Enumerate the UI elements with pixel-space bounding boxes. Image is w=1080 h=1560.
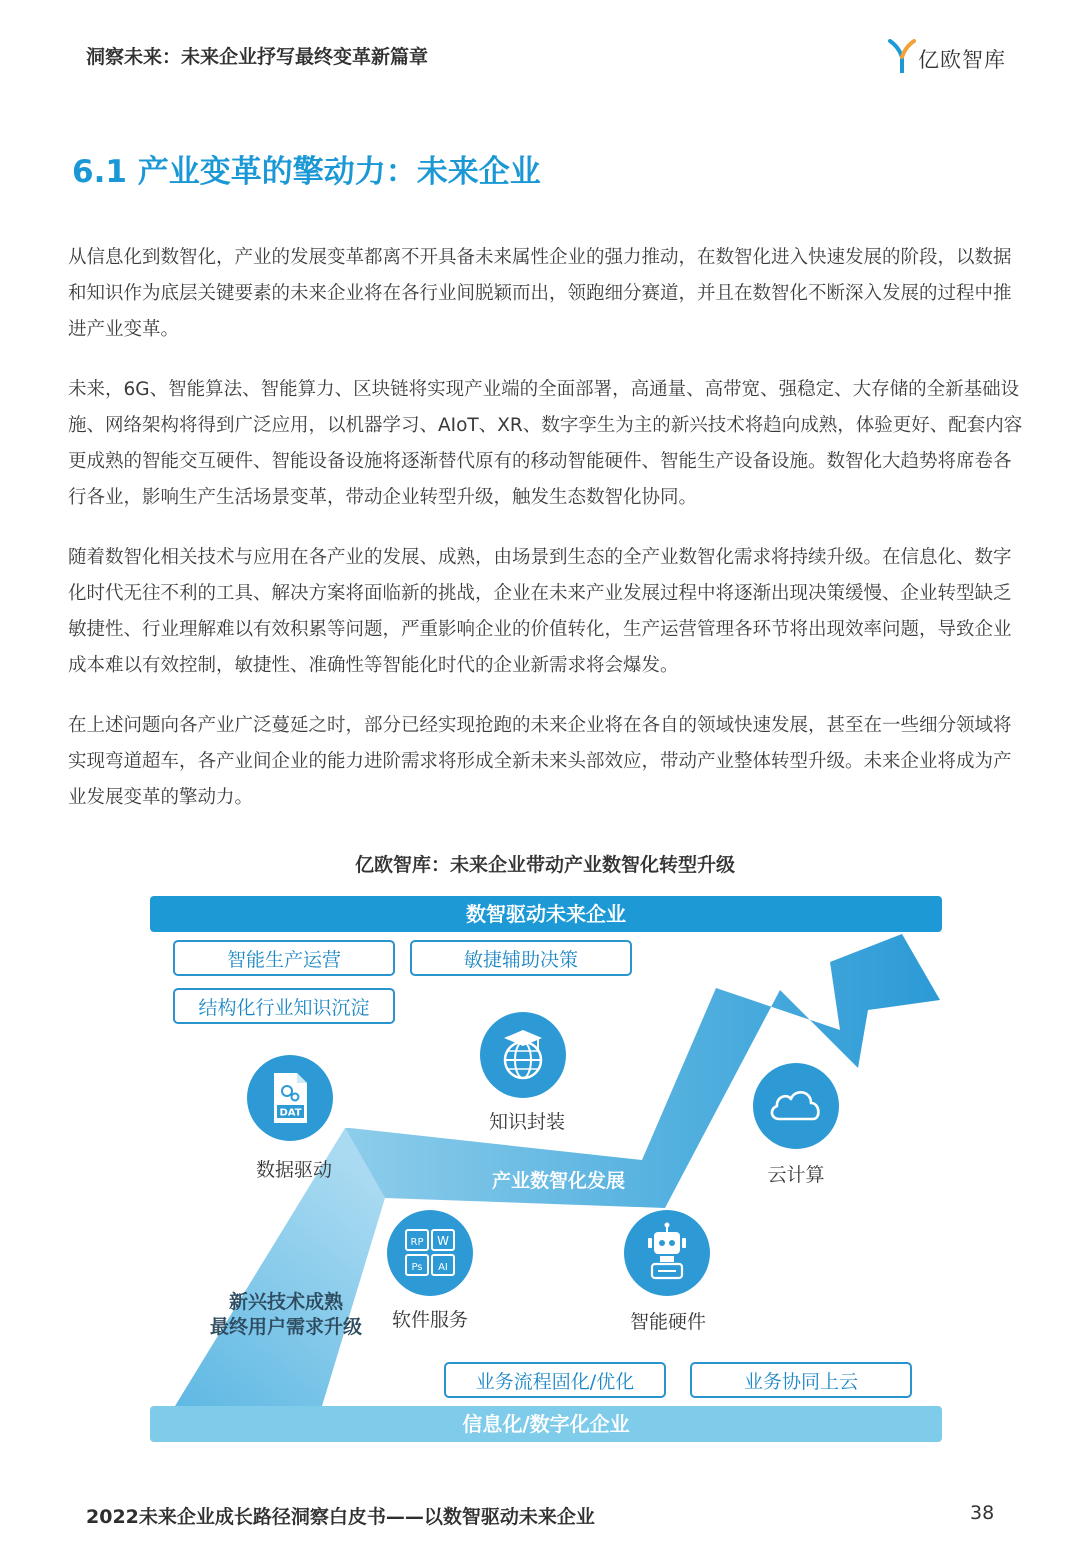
tile-w: W xyxy=(437,1234,449,1248)
body-paragraph: 随着数智化相关技术与应用在各产业的发展、成熟，由场景到生态的全产业数智化需求将持续升级。在信息化、数字化时代无往不利的工具、解决方案将面临新的挑战，企业在未来产业发展过程中将逐渐出现决策缓慢、企业转型缺乏敏捷性、行业理解难以有效积累等问题，严重影响企业的价值转化，生产运营管理各环节将出现效率问题，导致企业成本难以有效控制，敏捷性、准确性等智能化时代的企业新需求将会爆发。 xyxy=(68,547,1012,676)
tile-ai: AI xyxy=(438,1262,448,1273)
smart-hardware-icon xyxy=(624,1210,710,1296)
cloud-icon xyxy=(753,1063,839,1149)
graduation-globe-icon xyxy=(480,1012,566,1098)
body-paragraph: 在上述问题向各产业广泛蔓延之时，部分已经实现抢跑的未来企业将在各自的领域快速发展，甚至在一些细分领域将实现弯道超车，各产业间企业的能力进阶需求将形成全新未来头部效应，带动产业整体转型升级。未来企业将成为产业发展变革的擎动力。 xyxy=(68,715,1012,808)
header-title: 洞察未来：未来企业抒写最终变革新篇章 xyxy=(86,46,429,68)
pill-smart-production: 智能生产运营 xyxy=(173,940,395,976)
logo-text: 亿欧智库 xyxy=(918,48,1006,72)
body-paragraph: 未来，6G、智能算法、智能算力、区块链将实现产业端的全面部署，高通量、高带宽、强稳定、大存储的全新基础设施、网络架构将得到广泛应用，以机器学习、AIoT、XR、数字孪生为主的新兴技术将趋向成熟，体验更好、配套内容更成熟的智能交互硬件、智能设备设施将逐渐替代原有的移动智能硬件、智能生产设备设施。数智化大趋势将席卷各行各业，影响生产生活场景变革，带动企业转型升级，触发生态数智化协同。 xyxy=(68,379,1023,508)
data-driven-icon xyxy=(247,1055,333,1141)
section-title: 6.1 产业变革的擎动力：未来企业 xyxy=(72,154,541,190)
cloud-computing-icon xyxy=(753,1063,839,1149)
pill-cloud-collaboration: 业务协同上云 xyxy=(690,1362,912,1398)
stage-label-lower-line2: 最终用户需求升级 xyxy=(209,1316,362,1338)
tile-ps: Ps xyxy=(411,1262,423,1273)
cloud-computing-label: 云计算 xyxy=(767,1164,825,1186)
stage-label-upper: 产业数智化发展 xyxy=(492,1170,626,1192)
top-band: 数智驱动未来企业 xyxy=(150,896,942,932)
body-paragraph: 从信息化到数智化，产业的发展变革都离不开具备未来属性企业的强力推动，在数智化进入快速发展的阶段，以数据和知识作为底层关键要素的未来企业将在各行业间脱颖而出，领跑细分赛道，并且在数智化不断深入发展的过程中推进产业变革。 xyxy=(68,247,1012,340)
tile-rp: RP xyxy=(410,1237,424,1248)
pill-structured-knowledge: 结构化行业知识沉淀 xyxy=(173,988,395,1024)
pill-process-optimization: 业务流程固化/优化 xyxy=(444,1362,666,1398)
figure-title: 亿欧智库：未来企业带动产业数智化转型升级 xyxy=(354,854,735,876)
software-service-icon xyxy=(387,1210,473,1296)
smart-hardware-label: 智能硬件 xyxy=(629,1311,706,1333)
pill-agile-decision: 敏捷辅助决策 xyxy=(410,940,632,976)
page-number: 38 xyxy=(970,1502,995,1524)
stage-label-lower xyxy=(196,1290,376,1340)
app-tiles-icon xyxy=(387,1210,473,1296)
stage-label-lower-line1: 新兴技术成熟 xyxy=(228,1291,343,1313)
footer-title: 2022未来企业成长路径洞察白皮书——以数智驱动未来企业 xyxy=(86,1506,595,1528)
knowledge-label: 知识封装 xyxy=(488,1111,565,1133)
dat-file-icon xyxy=(247,1055,333,1141)
software-service-label: 软件服务 xyxy=(391,1309,468,1331)
bottom-band: 信息化/数字化企业 xyxy=(150,1406,942,1442)
robot-icon xyxy=(624,1210,710,1296)
data-driven-label: 数据驱动 xyxy=(255,1159,332,1181)
dat-badge-text: DAT xyxy=(279,1107,302,1119)
knowledge-icon xyxy=(480,1012,566,1098)
